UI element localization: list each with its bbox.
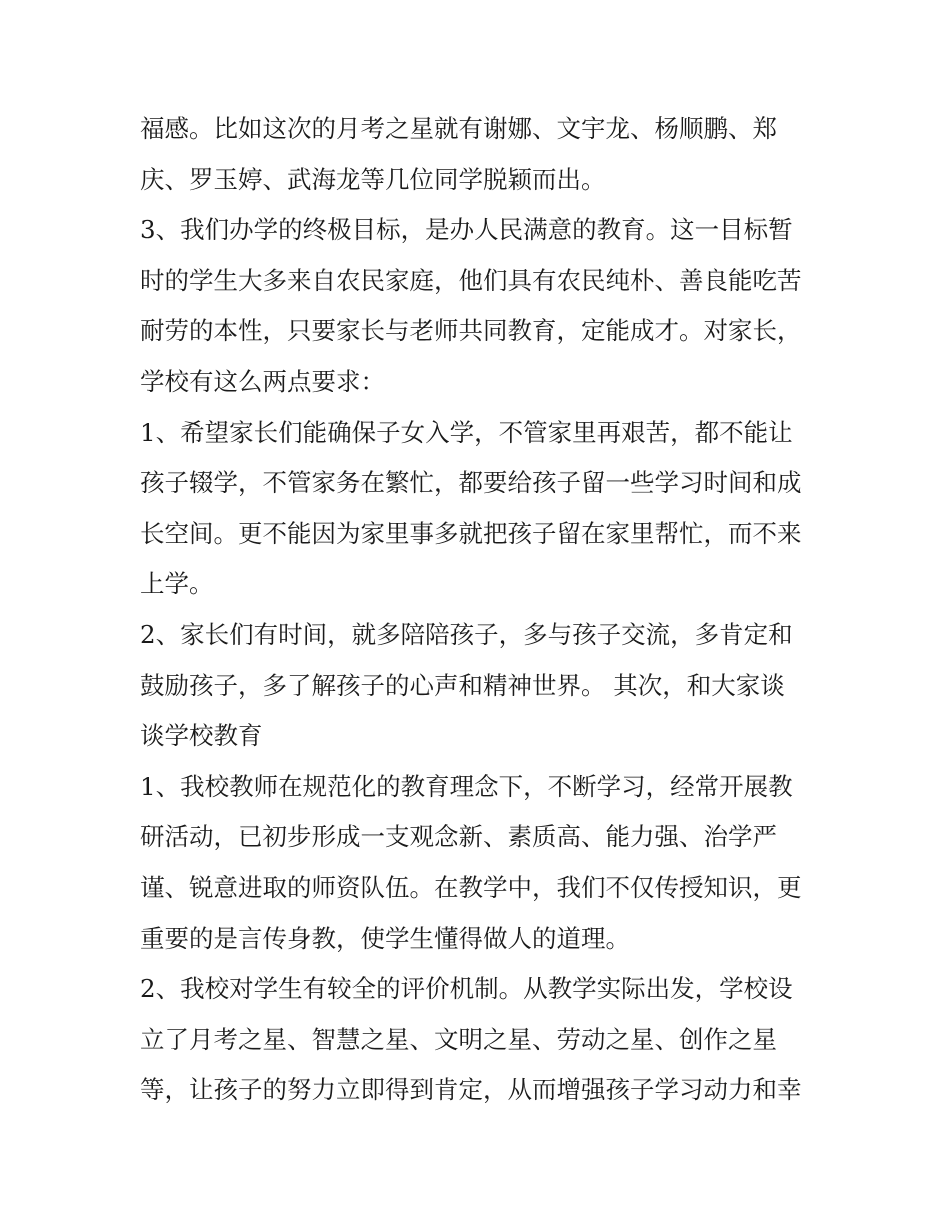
text-line: 等，让孩子的努力立即得到肯定，从而增强孩子学习动力和幸 — [140, 1075, 802, 1105]
text-line: 福感。比如这次的月考之星就有谢娜、文宇龙、杨顺鹏、郑 — [140, 114, 777, 143]
text-line: 时的学生大多来自农民家庭，他们具有农民纯朴、善良能吃苦 — [140, 265, 802, 295]
text-line: 孩子辍学，不管家务在繁忙，都要给孩子留一些学习时间和成 — [140, 468, 802, 498]
text-line: 上学。 — [140, 569, 214, 599]
text-line: 谨、锐意进取的师资队伍。在教学中，我们不仅传授知识，更 — [140, 872, 802, 902]
text-line: 3、我们办学的终极目标，是办人民满意的教育。这一目标暂 — [140, 215, 793, 245]
text-line: 鼓励孩子，多了解孩子的心声和精神世界。 其次，和大家谈 — [140, 670, 785, 700]
text-line: 立了月考之星、智慧之星、文明之星、劳动之星、创作之星 — [140, 1024, 777, 1054]
text-line: 谈学校教育 — [140, 721, 263, 751]
text-line: 1、希望家长们能确保子女入学，不管家里再艰苦，都不能让 — [140, 417, 793, 447]
text-line: 2、我校对学生有较全的评价机制。从教学实际出发，学校设 — [140, 974, 793, 1004]
text-line: 2、家长们有时间，就多陪陪孩子，多与孩子交流，多肯定和 — [140, 619, 793, 649]
text-line: 庆、罗玉婷、武海龙等几位同学脱颖而出。 — [140, 164, 606, 194]
text-line: 研活动，已初步形成一支观念新、素质高、能力强、治学严 — [140, 822, 777, 852]
body-text — [140, 104, 820, 1116]
text-line: 重要的是言传身教，使学生懂得做人的道理。 — [140, 923, 630, 953]
text-line: 1、我校教师在规范化的教育理念下，不断学习，经常开展教 — [140, 771, 793, 801]
text-line: 长空间。更不能因为家里事多就把孩子留在家里帮忙，而不来 — [140, 518, 802, 548]
text-line: 学校有这么两点要求： — [140, 366, 385, 396]
text-line: 耐劳的本性，只要家长与老师共同教育，定能成才。对家长， — [140, 316, 802, 346]
